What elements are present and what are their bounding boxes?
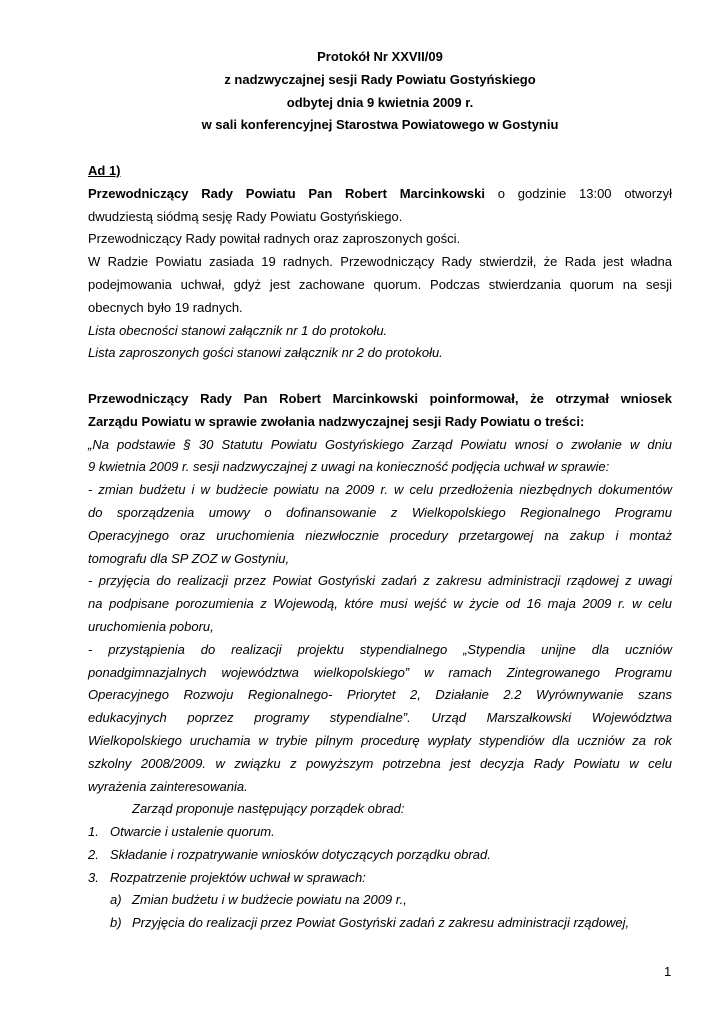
- agenda-item: [88, 821, 672, 844]
- agenda-subitem: [88, 912, 672, 935]
- agenda-subitem-text: Zmian budżetu i w budżecie powiatu na 2009 r.,: [132, 892, 407, 908]
- session-location: w sali konferencyjnej Starostwa Powiatowego w Gostyniu: [201, 117, 559, 133]
- paragraph-quorum-c: obecnych było 19 radnych.: [88, 299, 243, 315]
- paragraph-quorum-b: podejmowania uchwał, gdyż jest zachowane quorum. Podczas stwierdzania quorum na sesji: [88, 276, 672, 292]
- paragraph-greeting: Przewodniczący Rady powitał radnych oraz zaproszonych gości.: [88, 231, 461, 247]
- document-page: [88, 46, 672, 935]
- agenda-intro: Zarząd proponuje następujący porządek obrad:: [132, 801, 405, 817]
- quote-line: na podpisane porozumienia z Wojewodą, które musi wejść w życie od 16 maja 2009 r. w celu: [88, 596, 672, 612]
- agenda-subitem-text: Przyjęcia do realizacji przez Powiat Gostyński zadań z zakresu administracji rządowej,: [132, 915, 630, 931]
- quote-line: - przyjęcia do realizacji przez Powiat Gostyński zadań z zakresu administracji rządowej z uwagi: [88, 573, 672, 589]
- paragraph-opening-b: dwudziestą siódmą sesję Rady Powiatu Gostyńskiego.: [88, 208, 403, 224]
- quote-line: edukacyjnych poprzez programy stypendialne”. Urząd Marszałkowski Województwa: [88, 710, 672, 726]
- document-header: [88, 46, 672, 137]
- paragraph-quorum-a: W Radzie Powiatu zasiada 19 radnych. Przewodniczący Rady stwierdził, że Rada jest władna: [88, 254, 672, 270]
- session-title: z nadzwyczajnej sesji Rady Powiatu Gostyńskiego: [224, 71, 536, 87]
- quote-line: ponadgimnazjalnych województwa wielkopolskiego” w ramach Zintegrowanego Programu: [88, 664, 672, 680]
- attachment-note-2: Lista zaproszonych gości stanowi załącznik nr 2 do protokołu.: [88, 345, 443, 361]
- page-number: 1: [664, 964, 672, 979]
- quote-line: 9 kwietnia 2009 r. sesji nadzwyczajnej z uwagi na konieczność podjęcia uchwał w sprawie:: [88, 459, 610, 475]
- agenda-subitem-letter: b): [110, 915, 122, 931]
- quote-line: - zmian budżetu i w budżecie powiatu na 2009 r. w celu przedłożenia niezbędnych dokumentów: [88, 482, 672, 498]
- paragraph-opening-a: [88, 183, 672, 206]
- opening-text: o godzinie 13:00 otworzył: [484, 185, 672, 201]
- agenda-item-text: Rozpatrzenie projektów uchwał w sprawach:: [110, 869, 366, 885]
- request-heading-b: Zarządu Powiatu w sprawie zwołania nadzwyczajnej sesji Rady Powiatu o treści:: [88, 413, 585, 429]
- quote-line: Wielkopolskiego uruchamia w trybie pilnym procedurę wypłaty stypendiów dla uczniów za rok: [88, 732, 672, 748]
- agenda-item-text: Składanie i rozpatrywanie wniosków dotyczących porządku obrad.: [110, 846, 491, 862]
- section-heading-ad1: Ad 1): [88, 162, 121, 178]
- agenda-item-number: 2.: [88, 846, 99, 862]
- session-date: odbytej dnia 9 kwietnia 2009 r.: [286, 94, 474, 110]
- agenda-subitem-letter: a): [110, 892, 122, 908]
- agenda-item-number: 3.: [88, 869, 99, 885]
- agenda-item: [88, 867, 672, 890]
- protocol-title: Protokół Nr XXVII/09: [317, 49, 443, 64]
- quote-line: Operacyjnego oraz uruchomienia niezwłocznie procedury przetargowej na zakup i montaż: [88, 527, 672, 543]
- agenda-item-number: 1.: [88, 824, 99, 840]
- attachment-note-1: Lista obecności stanowi załącznik nr 1 do protokołu.: [88, 322, 388, 338]
- quote-line: szkolny 2008/2009. w związku z powyższym potrzebna jest decyzja Rady Powiatu w celu: [88, 755, 672, 771]
- request-heading-a: Przewodniczący Rady Pan Robert Marcinkowski poinformował, że otrzymał wniosek: [88, 390, 672, 406]
- quote-line: uruchomienia poboru,: [88, 618, 214, 634]
- agenda-item: [88, 844, 672, 867]
- quote-line: do sporządzenia umowy o dofinansowanie z Wielkopolskiego Regionalnego Programu: [88, 504, 672, 520]
- quote-line: tomografu dla SP ZOZ w Gostyniu,: [88, 550, 290, 566]
- chairman-name: Przewodniczący Rady Powiatu Pan Robert Marcinkowski: [88, 185, 485, 201]
- quote-line: Operacyjnego Rozwoju Regionalnego- Priorytet 2, Działanie 2.2 Wyrównywanie szans: [88, 687, 672, 703]
- agenda-subitem: [88, 889, 672, 912]
- quote-line: - przystąpienia do realizacji projektu stypendialnego „Stypendia unijne dla uczniów: [88, 641, 672, 657]
- quote-line: wyrażenia zainteresowania.: [88, 778, 248, 794]
- agenda-item-text: Otwarcie i ustalenie quorum.: [110, 824, 275, 840]
- quote-line: „Na podstawie § 30 Statutu Powiatu Gostyńskiego Zarząd Powiatu wnosi o zwołanie w dniu: [88, 436, 672, 452]
